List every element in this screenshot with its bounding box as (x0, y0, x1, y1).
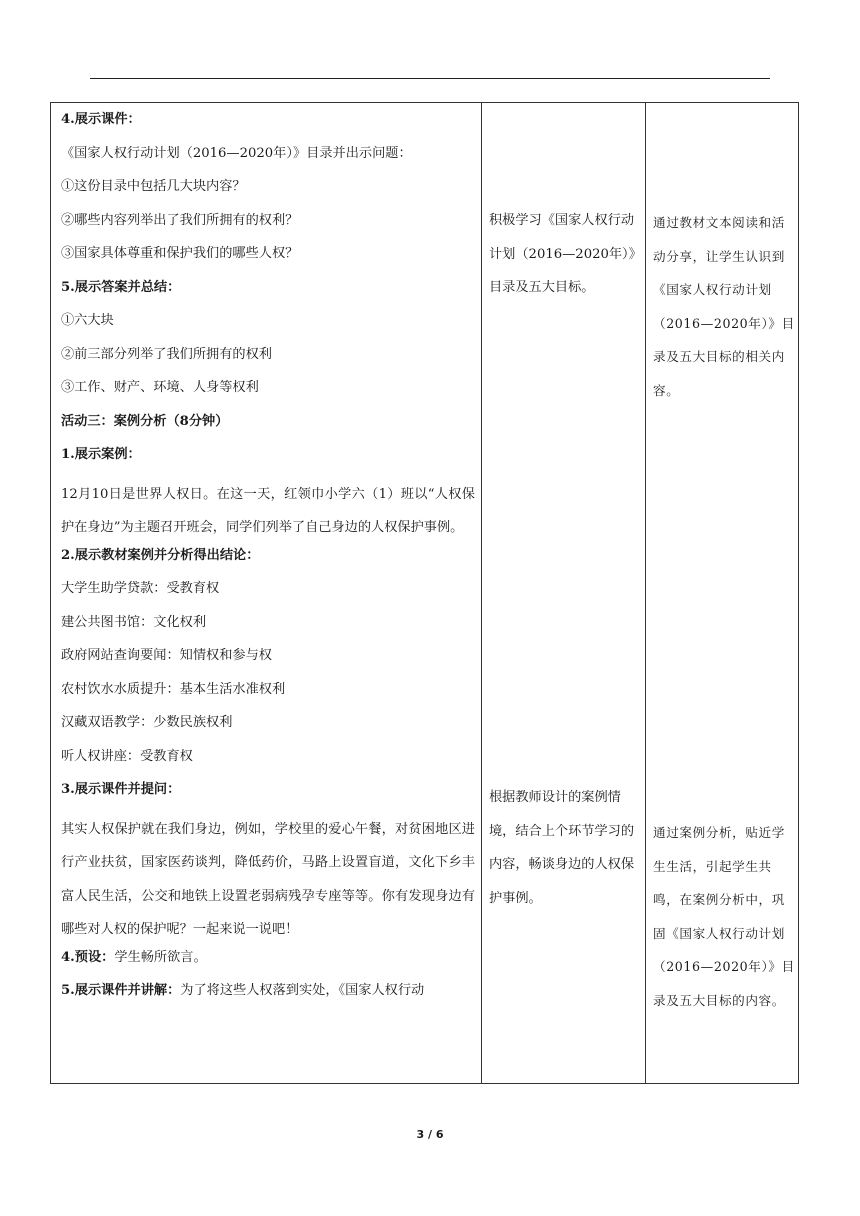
text-line: 《国家人权行动计划（2016—2020年）》目录并出示问题： (61, 145, 412, 161)
answer-item: ②前三部分列举了我们所拥有的权利 (61, 346, 272, 362)
question-item: ①这份目录中包括几大块内容？ (61, 179, 246, 194)
page-number: 3 / 6 (416, 1128, 444, 1141)
teacher-activity-column (61, 103, 475, 1083)
student-activity-column (489, 103, 639, 1083)
design-intent-1: 通过教材文本阅读和活动分享，让学生认识到《国家人权行动计划（2016—2020年）》目录及五大目标的相关内容。 (653, 215, 795, 398)
case-conclusion: 政府网站查询要闻：知情权和参与权 (61, 648, 272, 663)
preset-text: 学生畅所欲言。 (114, 949, 207, 965)
design-intent-2: 通过案例分析，贴近学生生活，引起学生共鸣，在案例分析中，巩固《国家人权行动计划（2016—2020年）》目录及五大目标的内容。 (653, 825, 795, 1008)
case-paragraph: 12月10日是世界人权日。在这一天，红领巾小学六（1）班以“人权保护在身边”为主题召开班会，同学们列举了自己身边的人权保护事例。 (61, 486, 475, 535)
step-heading: 2.展示教材案例并分析得出结论： (61, 547, 260, 563)
question-paragraph: 其实人权保护就在我们身边，例如，学校里的爱心午餐，对贫困地区进行产业扶贫，国家医药谈判，降低药价，马路上设置盲道，文化下乡丰富人民生活，公交和地铁上设置老弱病残孕专座等等。你有发现身边有哪些对人权的保护呢？一起来说一说吧！ (61, 821, 475, 937)
question-item: ②哪些内容列举出了我们所拥有的权利？ (61, 212, 299, 228)
preset-label: 4.预设： (61, 949, 115, 965)
case-conclusion: 听人权讲座：受教育权 (61, 748, 193, 764)
case-conclusion: 大学生助学贷款：受教育权 (61, 581, 220, 596)
preset-line (61, 947, 475, 981)
step-heading: 1.展示案例： (61, 447, 141, 462)
case-conclusion: 建公共图书馆：文化权利 (61, 614, 207, 630)
question-item: ③国家具体尊重和保护我们的哪些人权？ (61, 246, 299, 261)
step-heading: 4.展示课件： (61, 112, 141, 127)
case-conclusion: 汉藏双语教学：少数民族权利 (61, 715, 233, 730)
explain-line (61, 980, 475, 1014)
activity-heading: 活动三：案例分析（8分钟） (61, 413, 229, 429)
explain-text: 为了将这些人权落到实处，《国家人权行动 (180, 983, 425, 998)
design-intent-column (653, 103, 795, 1083)
column-divider (645, 103, 646, 1083)
explain-label: 5.展示课件并讲解： (61, 983, 181, 998)
lesson-table (50, 102, 799, 1084)
header-rule (90, 78, 770, 79)
column-divider (481, 103, 482, 1083)
student-activity-2: 根据教师设计的案例情境，结合上个环节学习的内容，畅谈身边的人权保护事例。 (489, 790, 635, 906)
answer-item: ③工作、财产、环境、人身等权利 (61, 380, 259, 395)
step-heading: 5.展示答案并总结： (61, 279, 181, 295)
answer-item: ①六大块 (61, 313, 114, 328)
student-activity-1: 积极学习《国家人权行动计划（2016—2020年）》目录及五大目标。 (489, 213, 636, 295)
step-heading: 3.展示课件并提问： (61, 782, 181, 797)
case-conclusion: 农村饮水水质提升：基本生活水准权利 (61, 681, 286, 697)
